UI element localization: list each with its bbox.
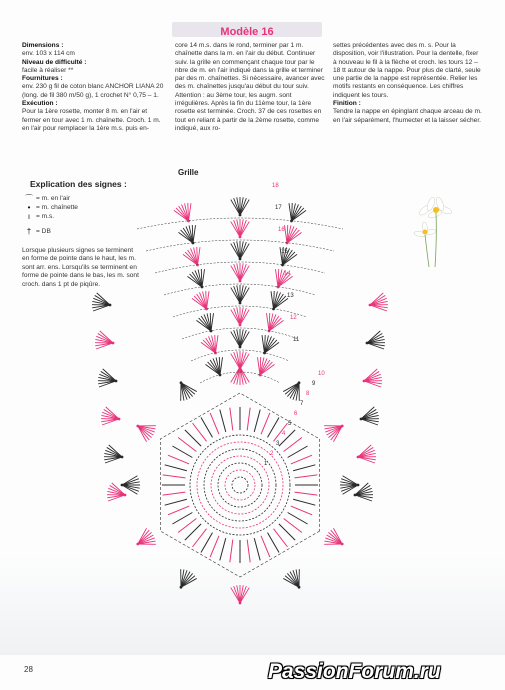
fan-stitch [367,343,384,349]
legend-item-label: = m. chaînette [36,203,78,211]
fan-base [239,214,242,217]
round-number: 6 [294,411,298,417]
fan-stitch [202,269,205,287]
watermark: PassionForum.ru [268,660,441,683]
grille-label: Grille [178,168,199,177]
column-3 [333,42,483,125]
fan-base [239,302,242,305]
stitch-mark [293,465,315,471]
stitch-mark [163,492,186,495]
round-number: 7 [300,401,304,407]
fan-base [180,586,183,589]
stitch-mark [201,533,213,553]
fan-stitch [358,445,371,457]
double-crochet-symbol-icon: † [26,226,32,236]
fan-base [239,368,242,371]
finish-text: Tendre la nappe en épinglant chaque arceau de m. en l'air séparément, l'humecter et la laisser sécher. [333,108,482,124]
fan-stitch [361,419,379,422]
center-ring [232,477,248,493]
fan-stitch [198,247,201,265]
fan-stitch [367,343,385,346]
fan-stitch [358,457,376,460]
round-number: 12 [290,315,297,321]
fan-base [239,258,242,261]
fan-stitch [108,495,125,501]
flower-illustration [395,192,475,272]
stitch-mark [247,408,250,431]
legend-heading: Explication des signes : [30,179,127,189]
fan-base [187,220,190,223]
fan-stitch [271,291,274,309]
round-number: 5 [288,421,292,427]
stitch-mark [230,540,233,563]
level-value: facile à réaliser ** [22,66,74,74]
fan-base [239,346,242,349]
fan-base [136,543,139,546]
fan-stitch [266,313,269,331]
fan-stitch [100,331,113,343]
stitch-mark [261,536,270,557]
fan-stitch [109,445,122,457]
round-number: 13 [287,293,294,299]
stitch-mark [284,518,302,532]
fan-base [357,456,360,459]
fan-base [239,602,242,605]
fan-stitch [105,457,122,463]
stitch-mark [284,438,302,452]
stitch-mark [185,524,201,540]
fan-base [239,236,242,239]
fan-stitch [364,381,381,387]
stitch-mark [220,538,226,560]
fan-base [109,304,112,307]
column-3-text: settes précédentes avec des m. s. Pour la disposition, voir l'illustration. Pour la dentelle, fixer à nouveau le fil à la flèche et croch. les tours 12 – 18 tt autour de la nappe. Pour plus de clarté, seule une partie de la nappe est représentée. Relier les motifs restants en conséquence. Les chiffres indiquent les tours. [333,42,481,99]
stitch-mark [288,446,308,458]
round-number: 1 [264,461,268,467]
fan-stitch [99,381,116,387]
stitch-mark [273,529,287,547]
stitch-mark [254,538,260,560]
fan-stitch [370,305,388,308]
legend-item-label: = m. en l'air [36,194,71,202]
fan-base [121,456,124,459]
stitch-mark [220,410,226,432]
fan-stitch [364,369,377,381]
fan-base [180,381,183,384]
supplies-value: env. 230 g fil de coton blanc ANCHOR LIANA 20 (long. de fil 380 m/50 g), 1 crochet N° 0,75 – 1. [22,83,164,99]
stitch-mark [163,475,186,478]
dimensions-label: Dimensions : [22,42,64,49]
fan-stitch [211,313,214,331]
stitch-mark [168,506,189,515]
round-number: 8 [306,391,310,397]
fan-base [239,324,242,327]
stitch-mark [261,413,270,434]
fan-stitch [207,291,210,309]
fan-stitch [358,457,375,463]
fan-stitch [193,225,196,243]
fan-stitch [220,357,223,375]
stitch-mark [295,492,318,495]
stitch-mark [293,499,315,505]
stitch-mark [193,529,207,547]
fan-stitch [262,335,265,353]
fan-stitch [257,357,260,375]
stitch-mark [230,408,233,431]
fan-base [239,280,242,283]
stitch-mark [268,417,280,437]
round-number: 4 [282,431,286,437]
fan-stitch [216,335,219,353]
fan-stitch [101,419,119,422]
stitch-mark [291,455,312,464]
finish-label: Finition : [333,100,361,108]
stitch-mark [172,513,192,525]
fan-base [341,425,344,428]
round-number: 17 [275,205,282,211]
dimensions-value: env. 103 x 114 cm [22,50,75,58]
center-ring [225,470,255,500]
stitch-mark [165,499,187,505]
round-number: 15 [281,249,288,255]
fan-stitch [97,293,110,305]
fan-base [298,381,301,384]
stitch-mark [178,438,196,452]
fan-stitch [364,381,382,384]
fan-stitch [96,343,113,349]
stitch-mark [210,536,219,557]
round-number: 9 [312,381,316,387]
crochet-chart [90,165,390,635]
stitch-mark [168,455,189,464]
fan-stitch [93,305,110,311]
column-2-text: core 14 m.s. dans le rond, terminer par 1 m. chaînette dans la m. en l'air du début. Continuer suiv. la grille en commençant chaque tour par le nbre de m. en l'air indiqué dans la grille et terminer par des m. chaînettes. Si nécessaire, avancer avec des m. chaînettes jusqu'au début du tour suiv. Attention : au 3ème tour, les augm. sont irrégulières. Après la fin du 11ème tour, la 1ère rosette est terminée. Croch. 37 de ces rosettes en tout en reliant à partir de la 2ème rosette, comme indiqué, aux ro- [175,42,325,132]
execution-text: Pour la 1ère rosette, monter 8 m. en l'air et fermer en tour avec 1 m. chaînette. Croch. 1 m. en l'air pour remplacer la 1ère m.s. puis en- [22,108,161,132]
fan-stitch [107,495,125,498]
center-ring [211,456,269,514]
stitch-mark [165,465,187,471]
fan-base [369,304,372,307]
fan-base [118,418,121,421]
legend-item-label: = DB [36,227,51,235]
round-number: 18 [272,183,279,189]
fan-base [363,380,366,383]
fan-stitch [95,343,113,346]
center-ring [190,435,290,535]
fan-stitch [367,331,380,343]
stitch-mark [288,513,308,525]
fan-base [205,308,208,311]
fan-base [136,425,139,428]
center-ring [204,449,276,521]
fan-base [298,586,301,589]
fan-base [354,494,357,497]
stitch-mark [268,533,280,553]
fan-stitch [98,381,116,384]
supplies-label: Fournitures : [22,75,63,83]
fan-stitch [355,495,372,501]
fan-stitch [92,305,110,308]
fan-base [341,543,344,546]
round-number: 2 [270,451,274,457]
level-label: Niveau de difficulté : [22,58,87,66]
fan-stitch [289,203,292,221]
fan-stitch [361,419,378,425]
fan-stitch [355,495,373,498]
legend-note: Lorsque plusieurs signes se terminent en forme de pointe dans le haut, les m. sont arr. ens. Lorsqu'ils se terminent en forme de pointe dans le bas, les m. sont croch. dans 1 pt de piqûre. [22,246,139,288]
round-number: 3 [276,441,280,447]
column-1 [22,42,167,133]
fan-base [121,484,124,487]
fan-stitch [189,203,192,221]
round-number: 10 [318,371,325,377]
stitch-mark [247,540,250,563]
fan-stitch [370,305,387,311]
column-2 [175,42,325,133]
page-number: 28 [24,665,33,674]
fan-base [357,484,360,487]
stitch-mark [254,410,260,432]
stitch-mark [178,518,196,532]
stitch-mark [193,423,207,441]
fan-stitch [103,369,116,381]
fan-stitch [106,407,119,419]
round-number: 14 [284,271,291,277]
stitch-mark [279,524,295,540]
title-bar [172,22,322,37]
fan-stitch [275,269,278,287]
fan-stitch [284,225,287,243]
fan-stitch [370,293,383,305]
fan-base [124,494,127,497]
execution-label: Exécution : [22,100,58,108]
stitch-mark [172,446,192,458]
slip-stitch-symbol-icon: • [27,202,31,212]
fan-base [360,418,363,421]
fan-stitch [361,407,374,419]
round-number: 16 [278,227,285,233]
single-crochet-symbol-icon: ı [27,211,31,221]
chain-symbol-icon: ⌒ [25,193,33,203]
fan-stitch [102,419,119,425]
page-title: Modèle 16 [220,26,274,38]
fan-stitch [104,457,122,460]
fan-base [366,342,369,345]
stitch-mark [210,413,219,434]
fan-base [112,342,115,345]
fan-base [115,380,118,383]
legend-item-label: = m.s. [36,212,55,220]
stitch-mark [291,506,312,515]
stitch-mark [185,430,201,446]
round-number: 11 [293,337,300,343]
stitch-mark [201,417,213,437]
stitch-mark [273,423,287,441]
stitch-mark [295,475,318,478]
